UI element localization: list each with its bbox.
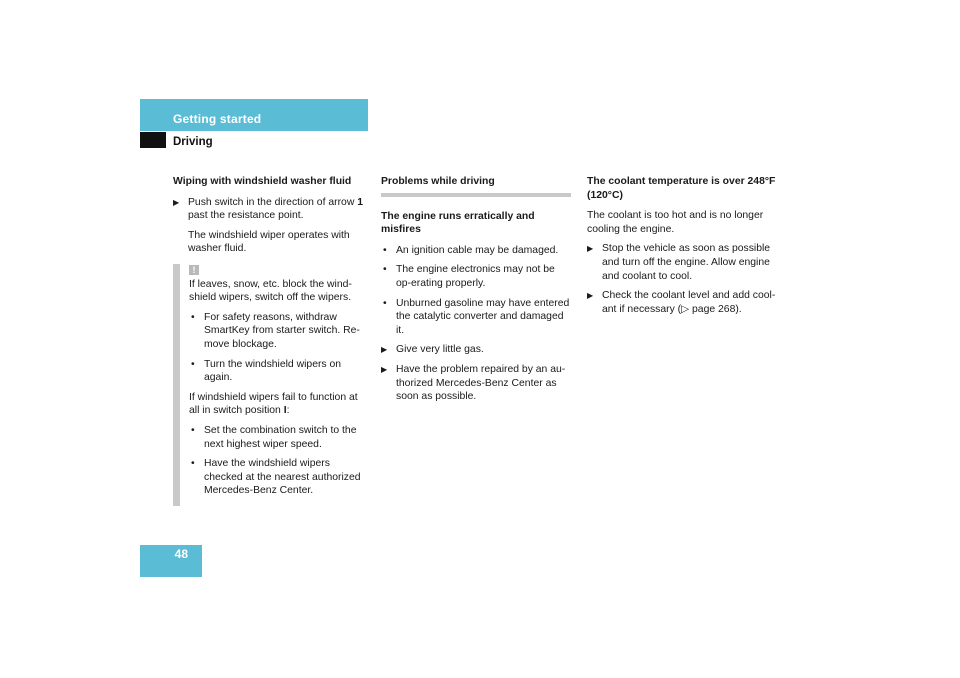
subheading-engine: The engine runs erratically and misfires xyxy=(381,210,535,236)
cause-bullet: • Unburned gasoline may have entered the catalytic converter and damaged it. xyxy=(383,297,570,336)
bullet-icon: • xyxy=(191,311,195,323)
page-ref-link[interactable]: page 268). xyxy=(689,303,742,315)
notice-text2: If windshield wipers fail to function at all in switch position I: xyxy=(189,391,358,417)
page-number: 48 xyxy=(174,547,188,561)
bullet-icon: • xyxy=(191,424,195,436)
bullet-icon: • xyxy=(191,458,195,470)
heading-coolant: The coolant temperature is over 248°F (120°C) xyxy=(587,176,776,201)
bullet-icon: • xyxy=(383,244,387,256)
notice-bullet: • Have the windshield wipers checked at the nearest authorized Mercedes-Benz Center. xyxy=(191,458,361,497)
bullet-icon: • xyxy=(383,297,387,309)
subsection-title: Driving xyxy=(173,136,213,148)
cause-bullet: • The engine electronics may not be op-erating properly. xyxy=(383,264,555,289)
step-result: The windshield wiper operates with washer fluid. xyxy=(188,229,350,255)
subsection-marker xyxy=(140,132,166,148)
step-push-switch: ▶ Push switch in the direction of arrow 1 past the resistance point. xyxy=(173,196,363,222)
step-item: ▶ Check the coolant level and add cool-ant if necessary (▷ page 268). xyxy=(587,290,776,315)
bullet-icon: • xyxy=(383,264,387,276)
heading-rule xyxy=(381,193,571,197)
step-item: ▶ Have the problem repaired by an au-thorized Mercedes-Benz Center as soon as possible. xyxy=(381,363,566,403)
heading-washer: Wiping with windshield washer fluid xyxy=(173,176,352,187)
step-item: ▶ Give very little gas. xyxy=(381,344,484,356)
arrow-step-icon: ▶ xyxy=(173,197,180,207)
warning-icon: ! xyxy=(189,265,199,275)
page-ref-icon: ▷ xyxy=(681,303,690,315)
arrow-step-icon: ▶ xyxy=(381,364,388,374)
column-right xyxy=(587,175,777,322)
notice-bullet: • Turn the windshield wipers on again. xyxy=(191,358,342,384)
column-middle xyxy=(381,175,571,410)
notice-intro: If leaves, snow, etc. block the wind-shield wipers, switch off the wipers. xyxy=(189,278,352,304)
notice-box xyxy=(173,264,363,498)
notice-bullet: • For safety reasons, withdraw SmartKey from starter switch. Re-move blockage. xyxy=(191,311,360,350)
bullet-icon: • xyxy=(191,358,195,370)
section-title: Getting started xyxy=(173,112,262,126)
coolant-text: The coolant is too hot and is no longer cooling the engine. xyxy=(587,210,764,235)
notice-bullet: • Set the combination switch to the next highest wiper speed. xyxy=(191,424,357,450)
cause-bullet: • An ignition cable may be damaged. xyxy=(383,244,559,256)
arrow-step-icon: ▶ xyxy=(587,244,594,254)
column-left xyxy=(173,175,363,504)
notice-bar xyxy=(173,264,180,506)
arrow-step-icon: ▶ xyxy=(381,345,388,355)
heading-problems: Problems while driving xyxy=(381,176,495,187)
step-item: ▶ Stop the vehicle as soon as possible and turn off the engine. Allow engine and coolant to cool. xyxy=(587,243,771,282)
arrow-step-icon: ▶ xyxy=(587,291,594,301)
